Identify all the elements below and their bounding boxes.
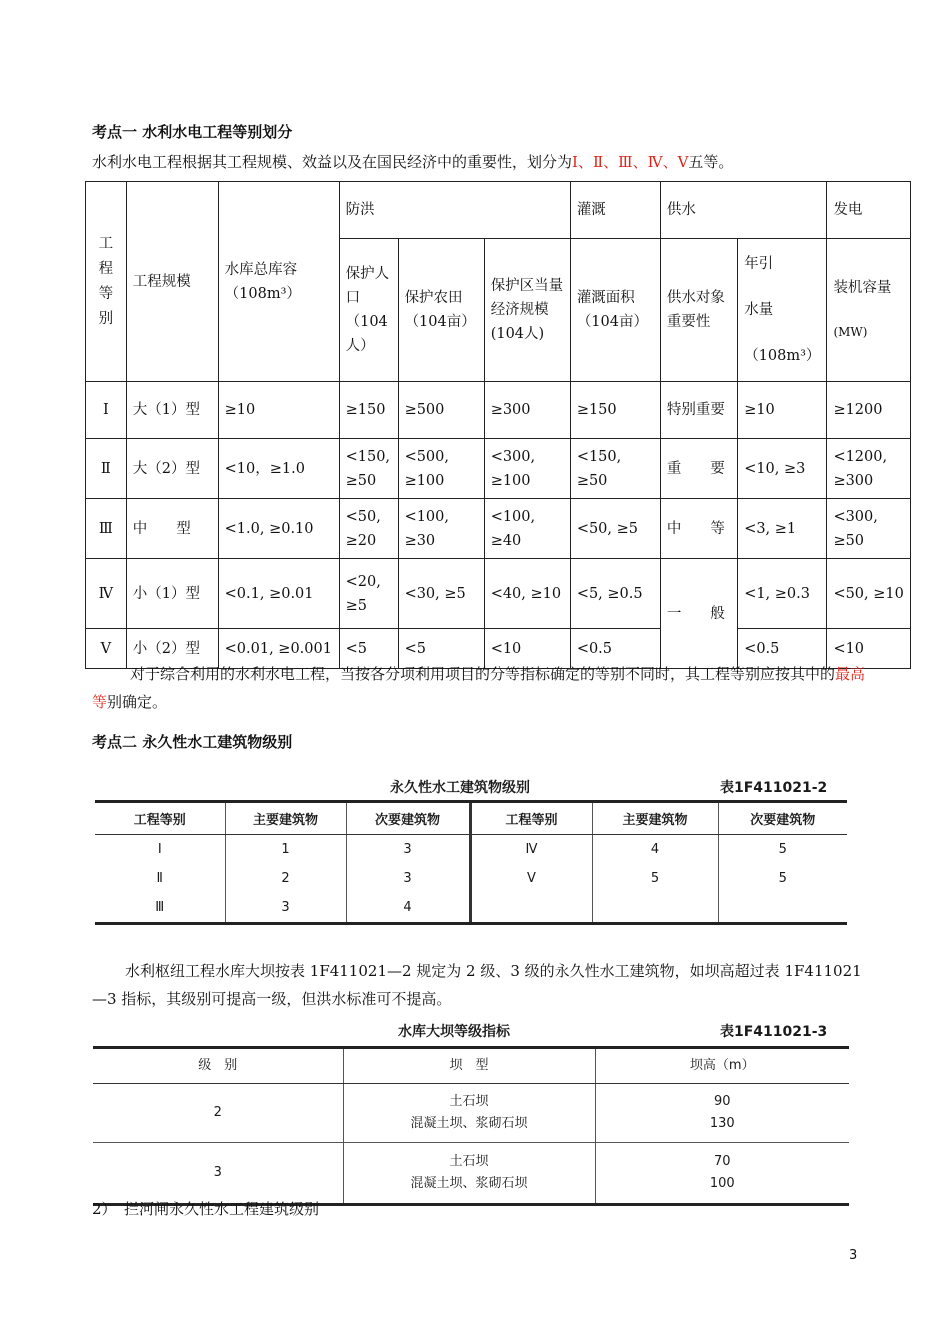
econ-cell: <300, ≥100 xyxy=(484,439,570,499)
table-cell: 5 xyxy=(718,835,847,865)
header-cell: 工程等别 xyxy=(95,802,225,835)
pop-cell: <5 xyxy=(339,629,398,669)
header-cell: 主要建筑物 xyxy=(225,802,346,835)
table-cell: 4 xyxy=(592,835,718,865)
grade-cell: Ⅱ xyxy=(86,439,127,499)
dam-table-number: 表1F411021-3 xyxy=(720,1024,828,1040)
scale-cell: 大（2）型 xyxy=(126,439,218,499)
capacity-cell: <10 xyxy=(827,629,911,669)
building-grade-table xyxy=(95,800,847,925)
item-2: 2） 拦河闸永久性水工程建筑级别 xyxy=(92,1200,320,1218)
annual-water-cell: <10, ≥3 xyxy=(738,439,827,499)
capacity-label: 装机容量 xyxy=(833,280,892,296)
storage-cell: <1.0, ≥0.10 xyxy=(218,499,339,559)
header-storage: 水库总库容（108m³） xyxy=(218,182,339,382)
header-scale: 工程规模 xyxy=(126,182,218,382)
building-table-title: 永久性水工建筑物级别 xyxy=(390,780,530,796)
annual-water-cell: <0.5 xyxy=(738,629,827,669)
annual-label-1: 年引 xyxy=(744,256,774,272)
table-row xyxy=(93,1084,849,1143)
annual-water-cell: <1, ≥0.3 xyxy=(738,559,827,629)
irrigation-cell: <50, ≥5 xyxy=(570,499,660,559)
farm-cell: ≥500 xyxy=(398,382,484,439)
table-cell xyxy=(592,893,718,924)
header-cell: 工程等别 xyxy=(470,802,592,835)
header-cell: 主要建筑物 xyxy=(592,802,718,835)
point1-intro xyxy=(92,148,733,176)
header-supply: 供水 xyxy=(660,182,827,239)
table-cell: 3 xyxy=(346,835,470,865)
header-power: 发电 xyxy=(827,182,911,239)
header-cell: 坝高（m） xyxy=(595,1048,849,1084)
capacity-cell: ≥1200 xyxy=(827,382,911,439)
table-cell: 2 xyxy=(225,864,346,893)
dam-table-title: 水库大坝等级指标 xyxy=(398,1024,510,1040)
table-cell: Ⅳ xyxy=(470,835,592,865)
irrigation-cell: <5, ≥0.5 xyxy=(570,559,660,629)
table-row xyxy=(86,382,911,439)
table-row xyxy=(86,439,911,499)
storage-cell: <0.01, ≥0.001 xyxy=(218,629,339,669)
table-row xyxy=(86,499,911,559)
dam-height-cell xyxy=(595,1084,849,1143)
supply-importance-cell: 一 般 xyxy=(660,559,737,669)
header-cell: 次要建筑物 xyxy=(346,802,470,835)
table-row xyxy=(95,893,847,924)
dam-grade-table xyxy=(93,1046,849,1206)
grade-cell: Ⅳ xyxy=(86,559,127,629)
header-flood: 防洪 xyxy=(339,182,570,239)
point1-heading: 考点一 水利水电工程等别划分 xyxy=(92,123,293,141)
storage-cell: <0.1, ≥0.01 xyxy=(218,559,339,629)
dam-type-cell xyxy=(343,1084,595,1143)
capacity-unit: (MW) xyxy=(833,325,868,339)
supply-importance-cell: 重 要 xyxy=(660,439,737,499)
header-cell: 坝 型 xyxy=(343,1048,595,1084)
irrigation-cell: ≥150 xyxy=(570,382,660,439)
grade-classification-table xyxy=(85,181,911,669)
header-cell: 级 别 xyxy=(93,1048,343,1084)
header-annual-water xyxy=(738,239,827,382)
scale-cell: 小（2）型 xyxy=(126,629,218,669)
supply-importance-cell: 中 等 xyxy=(660,499,737,559)
table-row xyxy=(86,559,911,629)
capacity-cell: <300, ≥50 xyxy=(827,499,911,559)
farm-cell: <500, ≥100 xyxy=(398,439,484,499)
table-cell: 3 xyxy=(346,864,470,893)
storage-cell: ≥10 xyxy=(218,382,339,439)
table-cell: Ⅴ xyxy=(470,864,592,893)
header-cell: 次要建筑物 xyxy=(718,802,847,835)
table-cell: 1 xyxy=(225,835,346,865)
point2-heading: 考点二 永久性水工建筑物级别 xyxy=(92,733,293,751)
pop-cell: ≥150 xyxy=(339,382,398,439)
intro-grades: Ⅰ、Ⅱ、Ⅲ、Ⅳ、Ⅴ xyxy=(572,153,689,171)
header-protect-pop: 保护人口（104人） xyxy=(339,239,398,382)
scale-cell: 小（1）型 xyxy=(126,559,218,629)
intro-end: 五等。 xyxy=(688,153,734,171)
econ-cell: <10 xyxy=(484,629,570,669)
table-cell: 5 xyxy=(718,864,847,893)
irrigation-cell: <150, ≥50 xyxy=(570,439,660,499)
table-cell xyxy=(718,893,847,924)
header-irrigation: 灌溉 xyxy=(570,182,660,239)
table-row xyxy=(95,835,847,865)
scale-cell: 大（1）型 xyxy=(126,382,218,439)
table-cell xyxy=(470,893,592,924)
header-grade: 工程等别 xyxy=(86,182,127,382)
annual-label-3: （108m³） xyxy=(744,348,821,364)
dam-height: 130 xyxy=(709,1116,735,1131)
annual-water-cell: <3, ≥1 xyxy=(738,499,827,559)
annual-water-cell: ≥10 xyxy=(738,382,827,439)
header-protect-econ: 保护区当量经济规模(104人) xyxy=(484,239,570,382)
scale-cell: 中 型 xyxy=(126,499,218,559)
dam-type-cell xyxy=(343,1143,595,1205)
header-protect-farm: 保护农田（104亩） xyxy=(398,239,484,382)
irrigation-cell: <0.5 xyxy=(570,629,660,669)
note-text: 对于综合利用的水利水电工程，当按各分项利用项目的分等指标确定的等别不同时，其工程等别应按其中的 xyxy=(130,665,836,683)
note-paragraph xyxy=(92,660,874,716)
dam-height: 70 xyxy=(713,1154,731,1169)
grade-cell: Ⅰ xyxy=(86,382,127,439)
farm-cell: <100, ≥30 xyxy=(398,499,484,559)
table-cell: 5 xyxy=(592,864,718,893)
dam-type: 土石坝 xyxy=(449,1094,489,1109)
intro-text: 水利水电工程根据其工程规模、效益以及在国民经济中的重要性，划分为 xyxy=(92,153,573,171)
header-irrigation-area: 灌溉面积（104亩） xyxy=(570,239,660,382)
dam-type: 土石坝 xyxy=(449,1154,489,1169)
pop-cell: <50, ≥20 xyxy=(339,499,398,559)
dam-height: 100 xyxy=(709,1176,735,1191)
page-number: 3 xyxy=(849,1248,858,1263)
header-supply-importance: 供水对象重要性 xyxy=(660,239,737,382)
farm-cell: <5 xyxy=(398,629,484,669)
annual-label-2: 水量 xyxy=(744,302,774,318)
dam-type: 混凝土坝、浆砌石坝 xyxy=(410,1176,528,1191)
dam-paragraph: 水利枢纽工程水库大坝按表 1F411021—2 规定为 2 级、3 级的永久性水工建筑物，如坝高超过表 1F411021—3 指标，其级别可提高一级，但洪水标准可不提高。 xyxy=(92,962,862,1008)
table-cell: Ⅱ xyxy=(95,864,225,893)
table-row xyxy=(95,864,847,893)
table-cell: 4 xyxy=(346,893,470,924)
dam-type: 混凝土坝、浆砌石坝 xyxy=(410,1116,528,1131)
grade-cell: Ⅴ xyxy=(86,629,127,669)
farm-cell: <30, ≥5 xyxy=(398,559,484,629)
pop-cell: <20, ≥5 xyxy=(339,559,398,629)
building-table-number: 表1F411021-2 xyxy=(720,780,828,796)
table-cell: Ⅲ xyxy=(95,893,225,924)
capacity-cell: <1200, ≥300 xyxy=(827,439,911,499)
econ-cell: ≥300 xyxy=(484,382,570,439)
table-cell: 3 xyxy=(225,893,346,924)
econ-cell: <40, ≥10 xyxy=(484,559,570,629)
level-cell: 3 xyxy=(93,1143,343,1205)
grade-cell: Ⅲ xyxy=(86,499,127,559)
dam-height-cell xyxy=(595,1143,849,1205)
table-cell: Ⅰ xyxy=(95,835,225,865)
dam-height: 90 xyxy=(713,1094,731,1109)
level-cell: 2 xyxy=(93,1084,343,1143)
storage-cell: <10，≥1.0 xyxy=(218,439,339,499)
supply-importance-cell: 特别重要 xyxy=(660,382,737,439)
capacity-cell: <50, ≥10 xyxy=(827,559,911,629)
note-highlight: 最高等 xyxy=(92,665,866,711)
header-installed-capacity xyxy=(827,239,911,382)
pop-cell: <150, ≥50 xyxy=(339,439,398,499)
note-end: 别确定。 xyxy=(107,693,168,711)
econ-cell: <100, ≥40 xyxy=(484,499,570,559)
